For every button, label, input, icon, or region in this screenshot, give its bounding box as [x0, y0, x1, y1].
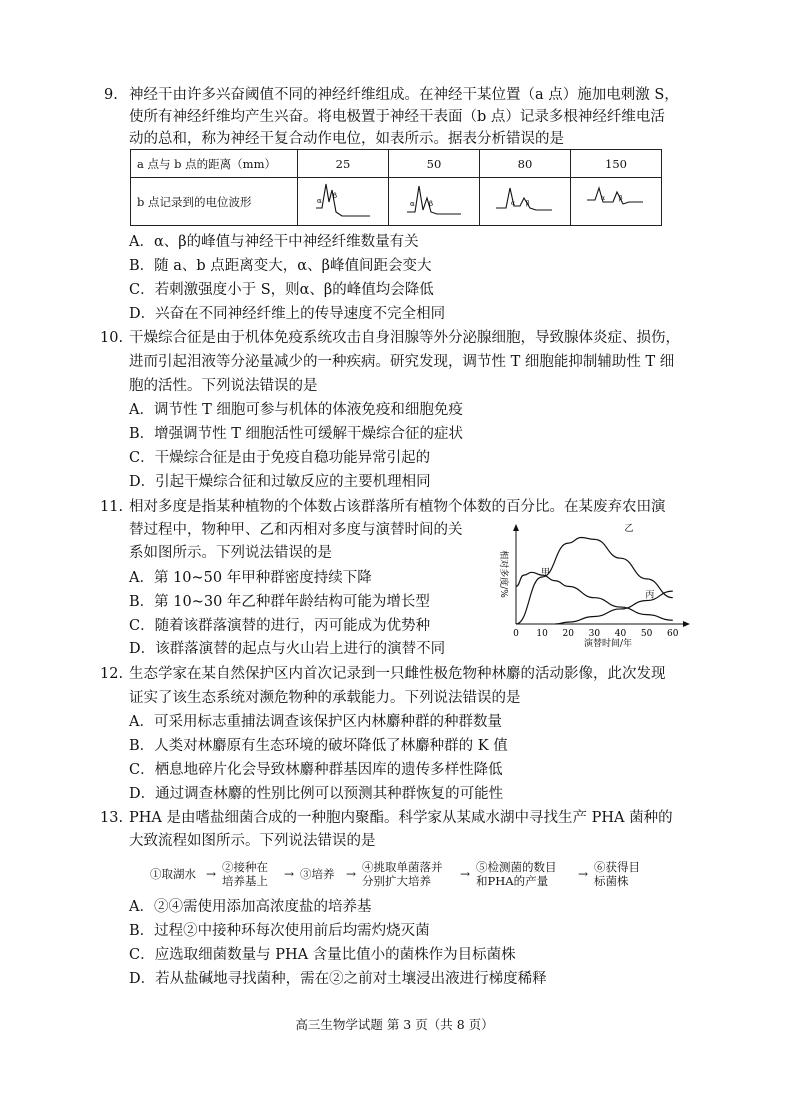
waveform-cell: [571, 178, 662, 226]
option-c[interactable]: C．应选取细菌数量与 PHA 含量比值小的菌株作为目标菌株: [129, 947, 516, 963]
series-bing-line: [555, 591, 673, 624]
flow-diagram: [150, 858, 670, 892]
table-header-distance: a 点与 b 点的距离（mm）: [131, 150, 298, 178]
question-stem-line: 使所有神经纤维均产生兴奋。将电极置于神经干表面（b 点）记录多根神经纤维电活: [129, 109, 665, 125]
question-stem-line: 相对多度是指某种植物的个体数占该群落所有植物个体数的百分比。在某废弃农田演: [129, 499, 666, 515]
waveform-label-beta: β: [429, 200, 434, 208]
question-stem-line: 动的总和，称为神经干复合动作电位，如表所示。据表分析错误的是: [129, 131, 564, 147]
waveform-cell: [480, 178, 571, 226]
waveform-label-beta: β: [333, 192, 338, 200]
series-yi-label: 乙: [624, 523, 634, 534]
series-jia-label: 甲: [540, 568, 550, 578]
option-b[interactable]: B．增强调节性 T 细胞活性可缓解干燥综合征的症状: [129, 426, 464, 442]
x-tick-label: 60: [667, 629, 679, 639]
waveform-label-alpha: α: [410, 200, 415, 208]
x-tick-label: 10: [536, 629, 548, 639]
waveform-table: [130, 149, 662, 226]
option-d[interactable]: D．若从盐碱地寻找菌种，需在②之前对土壤浸出液进行梯度稀释: [129, 971, 547, 987]
flow-step-3: ③培养: [300, 867, 335, 881]
option-b[interactable]: B．第 10~30 年乙种群年龄结构可能为增长型: [129, 594, 430, 610]
waveform-cell: [298, 178, 389, 226]
question-number: 13.: [100, 810, 124, 826]
option-d[interactable]: D．引起干燥综合征和过敏反应的主要机理相同: [129, 474, 431, 490]
option-d[interactable]: D．兴奋在不同神经纤维上的传导速度不完全相同: [129, 306, 446, 322]
series-yi-line: [516, 538, 673, 624]
option-c[interactable]: C．若刺激强度小于 S，则α、β的峰值均会降低: [129, 282, 434, 298]
question-stem-line: 干燥综合征是由于机体免疫系统攻击自身泪腺等外分泌腺细胞，导致腺体炎症、损伤，: [129, 330, 680, 346]
question-number: 9.: [104, 87, 118, 103]
waveform-50mm: [399, 178, 469, 222]
table-cell-distance: 50: [389, 150, 480, 178]
waveform-label-beta: β: [619, 195, 623, 202]
option-a[interactable]: A．第 10~50 年甲种群密度持续下降: [129, 570, 372, 586]
flow-arrow-icon: →: [284, 867, 295, 881]
waveform-label-beta: β: [526, 200, 530, 207]
flow-step-4: ④挑取单菌落并 分别扩大培养: [362, 860, 443, 888]
waveform-25mm: [308, 178, 378, 222]
option-c[interactable]: C．干燥综合征是由于免疫自稳功能异常引起的: [129, 450, 431, 466]
flow-step-2: ②接种在 培养基上: [222, 860, 268, 888]
option-c[interactable]: C．栖息地碎片化会导致林麝种群基因库的遗传多样性降低: [129, 762, 503, 778]
waveform-cell: [389, 178, 480, 226]
page-footer: 高三生物学试题 第 3 页（共 8 页）: [295, 1017, 494, 1032]
option-d[interactable]: D．通过调查林麝的性别比例可以预测其种群恢复的可能性: [129, 786, 504, 802]
x-tick-label: 20: [562, 629, 574, 639]
waveform-label-alpha: α: [511, 200, 516, 207]
x-tick-label: 30: [588, 629, 601, 639]
question-stem-line: 进而引起泪液等分泌量减少的一种疾病。研究发现，调节性 T 细胞能抑制辅助性 T 细: [129, 354, 675, 370]
question-number: 11.: [100, 499, 124, 515]
flow-step-5: ⑤检测菌的数目 和PHA的产量: [476, 860, 557, 888]
x-axis-arrow-icon: [683, 621, 690, 627]
flow-arrow-icon: →: [346, 867, 357, 881]
question-number: 10.: [100, 330, 124, 346]
flow-step-6: ⑥获得目 标菌株: [594, 860, 640, 888]
table-header-waveform: b 点记录到的电位波形: [131, 178, 298, 226]
x-tick-label: 0: [513, 629, 519, 639]
option-a[interactable]: A．可采用标志重捕法调查该保护区内林麝种群的种群数量: [129, 714, 502, 730]
waveform-label-alpha: α: [601, 195, 606, 202]
option-b[interactable]: B．人类对林麝原有生态环境的破坏降低了林麝种群的 K 值: [129, 738, 508, 754]
question-stem-line: 大致流程如图所示。下列说法错误的是: [129, 833, 376, 849]
question-number: 12.: [100, 666, 124, 682]
x-axis-label: 演替时间/年: [583, 639, 633, 649]
y-axis-label: 相对多度/%: [498, 550, 508, 598]
table-cell-distance: 25: [298, 150, 389, 178]
option-c[interactable]: C．随着该群落演替的进行，丙可能成为优势种: [129, 618, 431, 634]
option-d[interactable]: D．该群落演替的起点与火山岩上进行的演替不同: [129, 641, 446, 657]
table-cell-distance: 150: [571, 150, 662, 178]
option-a[interactable]: A．②④需使用添加高浓度盐的培养基: [129, 899, 372, 915]
waveform-150mm: [581, 178, 651, 222]
option-b[interactable]: B．过程②中接种环每次使用前后均需灼烧灭菌: [129, 923, 430, 939]
flow-arrow-icon: →: [460, 867, 471, 881]
table-cell-distance: 80: [480, 150, 571, 178]
flow-step-1: ①取湖水: [150, 867, 196, 881]
succession-chart: [492, 522, 692, 652]
x-tick-label: 50: [640, 629, 653, 639]
question-stem-line: 证实了该生态系统对濒危物种的承载能力。下列说法错误的是: [129, 690, 521, 706]
waveform-80mm: [490, 178, 560, 222]
flow-arrow-icon: →: [206, 867, 217, 881]
x-tick-label: 40: [614, 629, 627, 639]
question-stem-line: 胞的活性。下列说法错误的是: [129, 378, 318, 394]
question-stem-line: 神经干由许多兴奋阈值不同的神经纤维组成。在神经干某位置（a 点）施加电刺激 S，: [129, 87, 679, 103]
y-axis-arrow-icon: [513, 524, 519, 531]
waveform-label-alpha: α: [317, 197, 322, 205]
question-stem-line: 替过程中，物种甲、乙和丙相对多度与演替时间的关: [129, 522, 463, 538]
question-stem-line: 生态学家在某自然保护区内首次记录到一只雌性极危物种林麝的活动影像，此次发现: [129, 666, 666, 682]
flow-arrow-icon: →: [578, 867, 589, 881]
option-a[interactable]: A．α、β的峰值与神经干中神经纤维数量有关: [129, 234, 419, 250]
question-stem-line: 系如图所示。下列说法错误的是: [129, 545, 332, 561]
option-a[interactable]: A．调节性 T 细胞可参与机体的体液免疫和细胞免疫: [129, 402, 463, 418]
series-bing-label: 丙: [645, 590, 655, 601]
option-b[interactable]: B．随 a、b 点距离变大，α、β峰值间距会变大: [129, 258, 432, 274]
question-stem-line: PHA 是由嗜盐细菌合成的一种胞内聚酯。科学家从某咸水湖中寻找生产 PHA 菌种的: [129, 810, 673, 826]
